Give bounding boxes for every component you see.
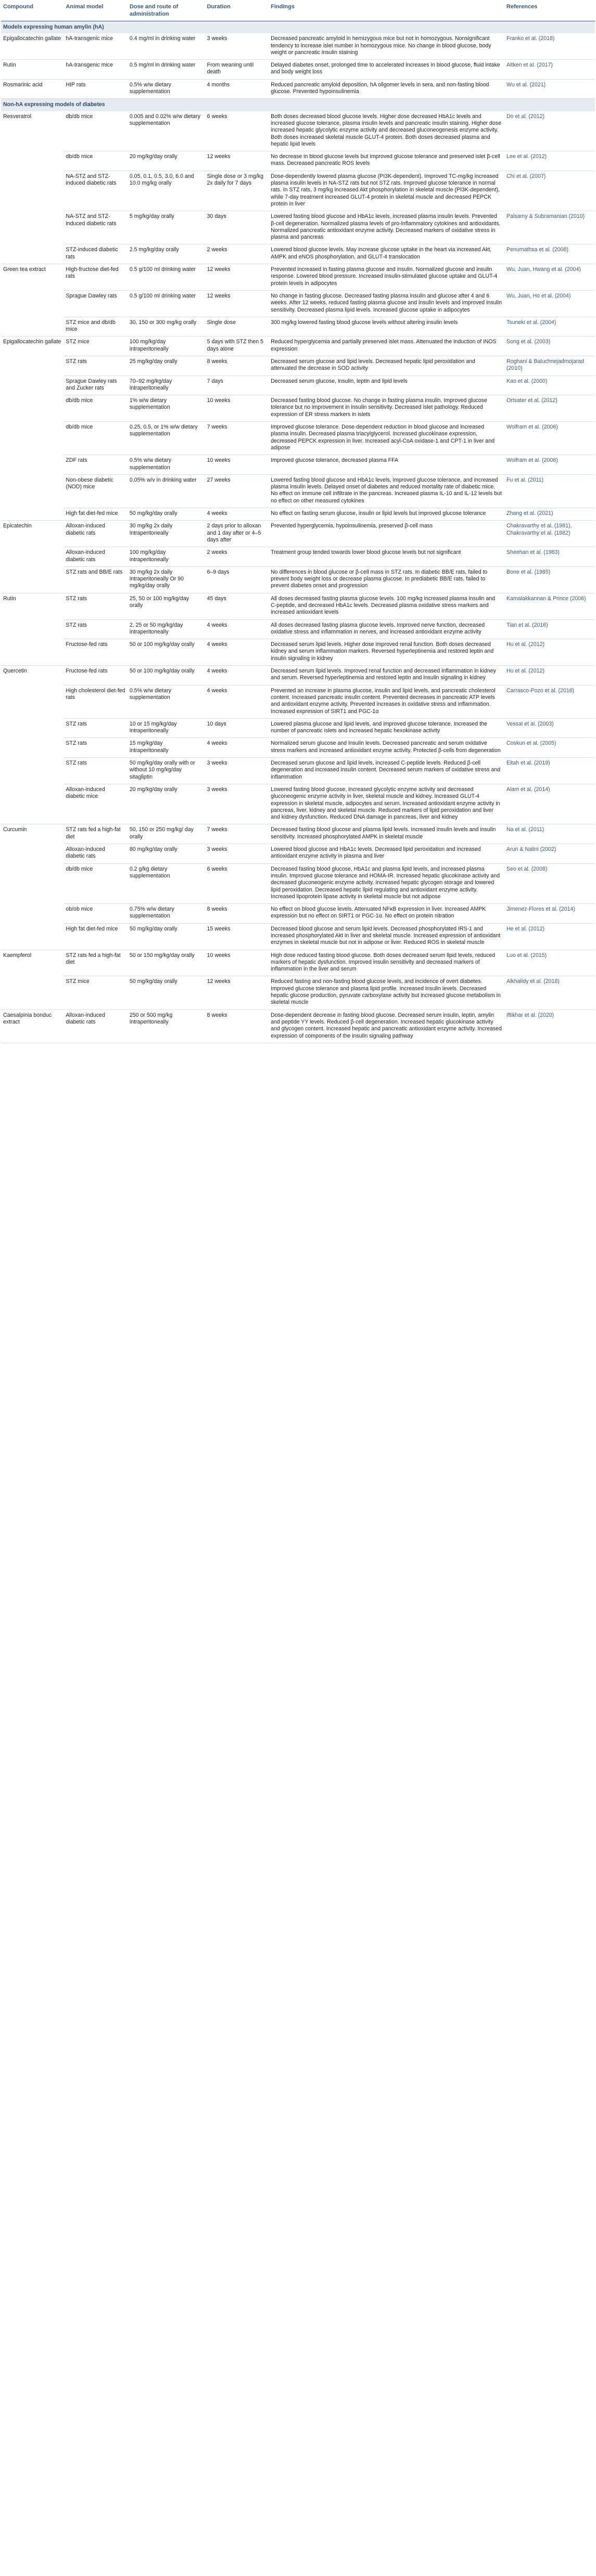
cell-references: Vessal et al. (2003) — [504, 718, 595, 738]
cell-duration: 6 weeks — [205, 111, 269, 151]
cell-findings: Normalized serum glucose and insulin levels. Decreased pancreatic and serum oxidative stress markers and increased antioxidant enzyme activity. Protected β-cells from degeneration — [269, 738, 504, 758]
cell-compound — [1, 395, 64, 422]
cell-compound — [1, 171, 64, 211]
cell-references: Roghani & Baluchnejadmojarad (2010) — [504, 356, 595, 376]
cell-references: Luo et al. (2015) — [504, 950, 595, 976]
cell-compound — [1, 758, 64, 784]
cell-findings: Lowered fasting blood glucose, increased glycolytic enzyme activity and decreased gluconeogenic enzyme activity in liver, skeletal muscle and kidney. Increased GLUT-4 expression in skeletal muscle, adipocytes and serum. Increased antioxidant enzyme activity in pancreas, liver, kidney and skeletal muscle. Reduced markers of lipid peroxidation and liver and kidney dysfunction. Reduced DNA damage in pancreas, liver and kidney — [269, 784, 504, 824]
cell-dose: 50 mg/kg/day orally — [128, 923, 205, 950]
cell-animal-model: High fat diet-fed mice — [64, 508, 128, 521]
cell-duration: 3 weeks — [205, 844, 269, 864]
cell-dose: 0.25, 0.5, or 1% w/w dietary supplementation — [128, 422, 205, 455]
table-row — [1, 950, 595, 976]
cell-compound — [1, 244, 64, 264]
cell-animal-model: High cholesterol diet-fed rats — [64, 685, 128, 718]
cell-animal-model: STZ rats and BB/E rats — [64, 566, 128, 593]
cell-references: Penumathsa et al. (2008) — [504, 244, 595, 264]
cell-compound: Curcumin — [3, 826, 27, 833]
cell-animal-model: Fructose-fed rats — [64, 666, 128, 685]
cell-references: Ortsater et al. (2012) — [504, 395, 595, 422]
cell-references: Lee et al. (2012) — [504, 151, 595, 171]
cell-references: Chi et al. (2007) — [504, 171, 595, 211]
table-row — [1, 844, 595, 864]
cell-dose: 30 mg/kg 2x daily intraperitoneally Or 90 mg/kg/day orally — [128, 566, 205, 593]
cell-dose: 50 or 100 mg/kg/day orally — [128, 639, 205, 666]
table-row — [1, 244, 595, 264]
cell-animal-model: Sprague Dawley rats — [64, 290, 128, 317]
table-row — [1, 376, 595, 395]
cell-dose: 10 or 15 mg/kg/day intraperitoneally — [128, 718, 205, 738]
cell-duration: From weaning until death — [205, 60, 269, 80]
cell-animal-model: ob/ob mice — [64, 904, 128, 924]
cell-duration: 5 days with STZ then 5 days alone — [205, 336, 269, 356]
cell-dose: 50 mg/kg/day orally — [128, 508, 205, 521]
cell-dose: 25, 50 or 100 mg/kg/day orally — [128, 593, 205, 619]
cell-duration: 15 weeks — [205, 923, 269, 950]
cell-duration: 12 weeks — [205, 290, 269, 317]
cell-animal-model: High fat diet-fed mice — [64, 923, 128, 950]
table-row — [1, 171, 595, 211]
cell-references: Jimenez-Flores et al. (2014) — [504, 904, 595, 924]
cell-dose: 30, 150 or 300 mg/kg orally — [128, 317, 205, 336]
cell-duration: 3 weeks — [205, 784, 269, 824]
data-table — [1, 0, 595, 1043]
cell-findings: Prevented increased in fasting plasma glucose and insulin. Normalized glucose and insulin response. Lowered blood pressure. Increased insulin-stimulated glucose uptake and GLUT-4 protein levels in adipocytes — [269, 264, 504, 291]
header-dose: Dose and route of administration — [128, 0, 205, 21]
cell-findings: Dose-dependently lowered plasma glucose (PI3K-dependent). Improved TC-mg/kg increased plasma insulin levels in NA-STZ rats but not STZ rats. Improved glucose tolerance in normal rats. In STZ rats, 3 mg/kg increased Akt phosphorylation in skeletal muscle (PI3K-dependent), while 7-day treatment increased GLUT-4 protein in skeletal muscle and decreased PEPCK protein in liver — [269, 171, 504, 211]
cell-animal-model: NA-STZ and STZ-induced diabetic rats — [64, 211, 128, 244]
cell-dose: 15 mg/kg/day intraperitoneally — [128, 738, 205, 758]
cell-animal-model: Alloxan-induced diabetic mice — [64, 784, 128, 824]
cell-animal-model: STZ mice — [64, 976, 128, 1009]
table-row — [1, 211, 595, 244]
cell-dose: 0.5% w/w dietary supplementation — [128, 685, 205, 718]
section-title: Models expressing human amylin (hA) — [1, 21, 595, 34]
cell-references: Kamalakkannan & Prince (2006) — [504, 593, 595, 619]
cell-references: Arun & Nalini (2002) — [504, 844, 595, 864]
table-row — [1, 111, 595, 151]
cell-findings: Decreased serum lipid levels. Improved renal function and decreased inflammation in kidney and serum. Reversed hyperleptinemia and restored leptin and insulin signaling in kidney — [269, 666, 504, 685]
cell-animal-model: Alloxan-induced diabetic rats — [64, 521, 128, 547]
cell-dose: 50 or 150 mg/kg/day orally — [128, 950, 205, 976]
cell-duration: 10 weeks — [205, 395, 269, 422]
cell-references: Wolfram et al. (2006) — [504, 455, 595, 475]
table-row — [1, 508, 595, 521]
cell-dose: 70–92 mg/kg/day intraperitoneally — [128, 376, 205, 395]
cell-references: Wu, Juan, Hwang et al. (2004) — [504, 264, 595, 291]
cell-findings: Reduced hyperglycemia and partially preserved islet mass. Attenuated the induction of iNOS expression — [269, 336, 504, 356]
cell-references: Coskun et al. (2005) — [504, 738, 595, 758]
cell-dose: 80 mg/kg/day orally — [128, 844, 205, 864]
cell-references: Bone et al. (1985) — [504, 566, 595, 593]
table-row — [1, 336, 595, 356]
table-row — [1, 593, 595, 619]
cell-dose: 5 mg/kg/day orally — [128, 211, 205, 244]
cell-compound — [1, 211, 64, 244]
cell-findings: Decreased serum glucose and lipid levels. Decreased hepatic lipid peroxidation and attenuated the decrease in SOD activity — [269, 356, 504, 376]
table-row — [1, 923, 595, 950]
cell-animal-model: Non-obese diabetic (NOD) mice — [64, 474, 128, 508]
cell-animal-model: Alloxan-induced diabetic rats — [64, 547, 128, 567]
cell-animal-model: STZ mice — [64, 336, 128, 356]
cell-duration: 7 days — [205, 376, 269, 395]
cell-findings: Decreased blood glucose and serum lipid levels. Decreased phosphorylated IRS-1 and increased phosphorylated Akt in liver and skeletal muscle. Increased expression of antioxidant enzymes in skeletal muscle but not in adipose or liver. Reduced ROS in skeletal muscle — [269, 923, 504, 950]
cell-references: Do et al. (2012) — [504, 111, 595, 151]
cell-references: Fu et al. (2011) — [504, 474, 595, 508]
cell-findings: Lowered blood glucose levels. May increase glucose uptake in the heart via increased Akt, AMPK and eNOS phosphorylation, and GLUT-4 translocation — [269, 244, 504, 264]
cell-compound — [1, 738, 64, 758]
cell-compound: Kaempferol — [3, 952, 32, 959]
cell-findings: No decrease in blood glucose levels but improved glucose tolerance and preserved islet β-cell mass. Decreased pancreatic ROS levels — [269, 151, 504, 171]
cell-duration: 4 weeks — [205, 639, 269, 666]
cell-duration: 4 weeks — [205, 738, 269, 758]
cell-dose: 0.5 g/100 ml drinking water — [128, 264, 205, 291]
table-row — [1, 904, 595, 924]
cell-animal-model: Alloxan-induced diabetic rats — [64, 844, 128, 864]
cell-animal-model: STZ rats — [64, 619, 128, 639]
cell-duration: 8 weeks — [205, 356, 269, 376]
table-row — [1, 455, 595, 475]
cell-dose: 0.05% w/v in drinking water — [128, 474, 205, 508]
cell-dose: 50 or 100 mg/kg/day orally — [128, 666, 205, 685]
cell-duration: 6–9 days — [205, 566, 269, 593]
cell-references: Aitken et al. (2017) — [504, 60, 595, 80]
cell-duration: 8 weeks — [205, 1009, 269, 1043]
table-row — [1, 317, 595, 336]
cell-dose: 0.05, 0.1, 0.5, 3.0, 6.0 and 10.0 mg/kg orally — [128, 171, 205, 211]
cell-findings: Delayed diabetes onset, prolonged time to accelerated increases in blood glucose, fluid intake and body weight loss — [269, 60, 504, 80]
cell-dose: 1% w/w dietary supplementation — [128, 395, 205, 422]
cell-animal-model: hA-transgenic mice — [64, 33, 128, 59]
header-animal-model: Animal model — [64, 0, 128, 21]
cell-findings: Improved glucose tolerance, decreased plasma FFA — [269, 455, 504, 475]
cell-findings: 300 mg/kg lowered fasting blood glucose levels without altering insulin levels — [269, 317, 504, 336]
cell-references: Carrasco-Pozo et al. (2016) — [504, 685, 595, 718]
cell-animal-model: db/db mice — [64, 863, 128, 903]
cell-findings: No differences in blood glucose or β-cell mass in STZ rats. In diabetic BB/E rats, failed to prevent body weight loss or decrease plasma glucose. In prediabetic BB/E rats, failed to prevent diabetes onset and progression — [269, 566, 504, 593]
table-row — [1, 784, 595, 824]
cell-duration: 10 weeks — [205, 950, 269, 976]
cell-findings: Dose-dependent decrease in fasting blood glucose. Decreased serum insulin, leptin, amylin and peptide YY levels. Reduced β-cell degeneration. Increased hepatic glucokinase activity and glycogen content. Increased hepatic and pancreatic antioxidant enzyme activity. Increased expression of components of the insulin signaling pathway — [269, 1009, 504, 1043]
cell-findings: All doses decreased fasting plasma glucose levels. 100 mg/kg increased plasma insulin and C-peptide, and decreased HbA1c levels. Decreased plasma oxidative stress markers and increased antioxidant levels — [269, 593, 504, 619]
table-row — [1, 1009, 595, 1043]
cell-duration: 12 weeks — [205, 976, 269, 1009]
cell-duration: 10 days — [205, 718, 269, 738]
cell-duration: 10 weeks — [205, 455, 269, 475]
cell-dose: 30 mg/kg 2x daily intraperitoneally — [128, 521, 205, 547]
cell-references: Wu, Juan, Ho et al. (2004) — [504, 290, 595, 317]
cell-duration: 27 weeks — [205, 474, 269, 508]
cell-compound — [1, 904, 64, 924]
cell-dose: 25 mg/kg/day orally — [128, 356, 205, 376]
cell-duration: 8 weeks — [205, 904, 269, 924]
cell-findings: Decreased serum glucose and lipid levels, increased C-peptide levels. Reduced β-cell degeneration and increased insulin content. Decreased serum markers of oxidative stress and inflammation — [269, 758, 504, 784]
table-body — [1, 21, 595, 1043]
cell-animal-model: Sprague Dawley rats and Zucker rats — [64, 376, 128, 395]
cell-compound: Green tea extract — [3, 266, 46, 273]
cell-compound — [1, 356, 64, 376]
cell-references: Wolfram et al. (2006) — [504, 422, 595, 455]
cell-animal-model: db/db mice — [64, 422, 128, 455]
cell-findings: Decreased pancreatic amyloid in hemizygous mice but not in homozygous. Nonsignificant tendency to increase islet number in homozygous mice. No change in blood glucose, body weight or pancreatic insulin staining — [269, 33, 504, 59]
cell-findings: Prevented hyperglycemia, hypoinsulinemia, preserved β-cell mass — [269, 521, 504, 547]
cell-compound — [1, 619, 64, 639]
cell-animal-model: STZ rats — [64, 593, 128, 619]
cell-animal-model: STZ rats — [64, 356, 128, 376]
cell-dose: 0.75% w/w dietary supplementation — [128, 904, 205, 924]
cell-findings: Lowered fasting blood glucose and HbA1c levels, improved glucose tolerance, and increased plasma insulin levels. Delayed onset of diabetes and reduced mortality rate of diabetic mice. No effect on immune cell infiltrate in the pancreas. Increased plasma IL-10 and IL-12 levels but no effect on other measured cytokines — [269, 474, 504, 508]
cell-duration: Single dose or 3 mg/kg 2x daily for 7 days — [205, 171, 269, 211]
cell-animal-model: hA-transgenic mice — [64, 60, 128, 80]
cell-duration: 7 weeks — [205, 824, 269, 844]
cell-animal-model: Alloxan-induced diabetic rats — [64, 1009, 128, 1043]
table-row — [1, 738, 595, 758]
cell-findings: No effect on fasting serum glucose, insulin or lipid levels but improved glucose tolerance — [269, 508, 504, 521]
cell-compound — [1, 844, 64, 864]
table-row — [1, 758, 595, 784]
cell-findings: Decreased fasting blood glucose and plasma lipid levels. Increased insulin levels and insulin sensitivity. Increased phosphorylated AMPK in skeletal muscle — [269, 824, 504, 844]
cell-findings: All doses decreased fasting plasma glucose levels. Improved nerve function, decreased oxidative stress and inflammation in nerves, and increased antioxidant enzyme activity — [269, 619, 504, 639]
cell-animal-model: STZ rats — [64, 738, 128, 758]
table-row — [1, 60, 595, 80]
cell-findings: Prevented an increase in plasma glucose, insulin and lipid levels, and pancreatic cholesterol content. Increased pancreatic insulin content. Prevented decreases in pancreatic ATP levels and antioxidant enzyme activity. Prevented increases in oxidative stress and inflammation. Increased expression of SIRT1 and PGC-1α — [269, 685, 504, 718]
cell-compound — [1, 547, 64, 567]
cell-compound — [1, 290, 64, 317]
cell-dose: 2, 25 or 50 mg/kg/day intraperitoneally — [128, 619, 205, 639]
cell-compound: Epicatechin — [3, 523, 32, 529]
cell-findings: High dose reduced fasting blood glucose. Both doses decreased serum lipid levels, reduced markers of hepatic dysfunction. Improved insulin sensitivity and decreased markers of inflammation in the liver and serum — [269, 950, 504, 976]
cell-findings: Decreased fasting blood glucose. No change in fasting plasma insulin. Improved glucose tolerance but no improvement in insulin sensitivity. Decreased islet pathology. Reduced expression of ER stress markers in islets — [269, 395, 504, 422]
cell-compound: Caesalpinia bonduc extract — [1, 1009, 64, 1043]
cell-animal-model: STZ rats — [64, 758, 128, 784]
cell-compound — [1, 566, 64, 593]
cell-duration: 12 weeks — [205, 264, 269, 291]
table-row — [1, 521, 595, 547]
cell-findings: Decreased fasting blood glucose, HbA1c and plasma lipid levels, and increased plasma insulin. Improved glucose tolerance and HOMA-IR. Increased hepatic glucokinase activity and decreased gluconeogenic enzyme activity. Increased hepatic glycogen storage and lowered lipid peroxidation. Decreased hepatic lipid regulating and antioxidant enzyme activity. Increased lipoprotein lipase activity in skeletal muscle but not adipose — [269, 863, 504, 903]
cell-compound — [1, 685, 64, 718]
table-row — [1, 718, 595, 738]
section-header-row — [1, 21, 595, 34]
cell-dose: 0.5% w/w dietary supplementation — [128, 79, 205, 99]
cell-dose: 2.5 mg/kg/day orally — [128, 244, 205, 264]
cell-compound: Rosmarinic acid — [1, 79, 64, 99]
table-row — [1, 976, 595, 1009]
cell-duration: 4 weeks — [205, 666, 269, 685]
cell-findings: Lowered blood glucose and HbA1c levels. Decreased lipid peroxidation and increased antioxidant enzyme activity in plasma and liver — [269, 844, 504, 864]
cell-references: Eitah et al. (2019) — [504, 758, 595, 784]
cell-dose: 0.5 mg/ml in drinking water — [128, 60, 205, 80]
cell-animal-model: Fructose-fed rats — [64, 639, 128, 666]
cell-compound — [1, 784, 64, 824]
cell-dose: 0.5 g/100 ml drinking water — [128, 290, 205, 317]
cell-duration: 4 weeks — [205, 685, 269, 718]
cell-dose: 20 mg/kg/day orally — [128, 784, 205, 824]
cell-dose: 50, 150 or 250 mg/kg/ day orally — [128, 824, 205, 844]
cell-dose: 0.4 mg/ml in drinking water — [128, 33, 205, 59]
cell-references: Alkhalidy et al. (2018) — [504, 976, 595, 1009]
table-header — [1, 0, 595, 21]
cell-dose: 50 mg/kg/day orally with or without 10 mg/kg/day sitagliptin — [128, 758, 205, 784]
cell-references: Wu et al. (2021) — [504, 79, 595, 99]
cell-dose: 100 mg/kg/day intraperitoneally — [128, 547, 205, 567]
cell-compound — [1, 474, 64, 508]
cell-findings: Lowered plasma glucose and lipid levels, and improved glucose tolerance. Increased the number of pancreatic islets and increased hepatic hexokinase activity — [269, 718, 504, 738]
cell-findings: Reduced fasting and non-fasting blood glucose levels, and incidence of overt diabetes. Improved glucose tolerance and plasma lipid profile. Increased insulin levels. Decreased hepatic glucose production, pyruvate carboxylase activity but increased glucose metabolism in skeletal muscle — [269, 976, 504, 1009]
cell-duration: 3 weeks — [205, 33, 269, 59]
cell-references: Tsuneki et al. (2004) — [504, 317, 595, 336]
cell-duration: 4 weeks — [205, 619, 269, 639]
cell-compound — [1, 923, 64, 950]
table-row — [1, 685, 595, 718]
cell-references: Alam et al. (2014) — [504, 784, 595, 824]
cell-compound: Quercetin — [3, 668, 27, 675]
cell-animal-model: NA-STZ and STZ-induced diabetic rats — [64, 171, 128, 211]
cell-findings: Treatment group tended towards lower blood glucose levels but not significant — [269, 547, 504, 567]
cell-references: Hu et al. (2012) — [504, 666, 595, 685]
cell-references: Hu et al. (2012) — [504, 639, 595, 666]
section-title: Non-hA expressing models of diabetes — [1, 99, 595, 111]
cell-duration: 2 days prior to alloxan and 1 day after or 4–5 days after — [205, 521, 269, 547]
cell-dose: 0.2 g/kg dietary supplementation — [128, 863, 205, 903]
page — [0, 0, 596, 1043]
cell-compound: Resveratrol — [3, 113, 32, 120]
cell-findings: No effect on blood glucose levels. Attenuated NFκB expression in liver. Increased AMPK expression but no effect on SIRT1 or PGC-1α. No effect on protein nitration — [269, 904, 504, 924]
cell-compound — [1, 376, 64, 395]
table-row — [1, 666, 595, 685]
cell-findings: Improved glucose tolerance. Dose-dependent reduction in blood glucose and increased plasma insulin. Decreased plasma triacylglycerol. Increased glucokinase expression, decreased PEPCK expression in liver. Increased acyl-CoA oxidase-1 and CPT-1 in liver and adipose — [269, 422, 504, 455]
cell-references: Kao et al. (2000) — [504, 376, 595, 395]
section-header-row — [1, 99, 595, 111]
cell-compound: Rutin — [3, 595, 16, 602]
table-row — [1, 79, 595, 99]
cell-references: Zhang et al. (2021) — [504, 508, 595, 521]
cell-references: Franko et al. (2018) — [504, 33, 595, 59]
cell-dose: 250 or 500 mg/kg intraperitoneally — [128, 1009, 205, 1043]
cell-dose: 50 mg/kg/day orally — [128, 976, 205, 1009]
cell-references: Song et al. (2003) — [504, 336, 595, 356]
cell-animal-model: STZ mice and db/db mice — [64, 317, 128, 336]
cell-animal-model: ZDF rats — [64, 455, 128, 475]
cell-animal-model: STZ-induced diabetic rats — [64, 244, 128, 264]
cell-findings: Both doses decreased blood glucose levels. Higher dose decreased HbA1c levels and increased glucose tolerance, plasma insulin levels and pancreatic insulin staining. Higher dose increased hepatic glycolytic enzyme activity and decreased gluconeogenesis enzyme activity. Both doses increased skeletal muscle GLUT-4 protein. Both doses decreased plasma and hepatic lipid levels — [269, 111, 504, 151]
cell-compound — [1, 151, 64, 171]
header-compound: Compound — [1, 0, 64, 21]
cell-dose: 0.5% w/w dietary supplementation — [128, 455, 205, 475]
cell-duration: 4 months — [205, 79, 269, 99]
cell-findings: Decreased serum glucose, insulin, leptin and lipid levels — [269, 376, 504, 395]
table-row — [1, 264, 595, 291]
cell-animal-model: High-fructose diet-fed rats — [64, 264, 128, 291]
cell-references: Chakravarthy et al. (1981), Chakravarthy et al. (1982) — [504, 521, 595, 547]
cell-duration: 2 weeks — [205, 244, 269, 264]
cell-compound — [1, 422, 64, 455]
table-row — [1, 395, 595, 422]
cell-duration: 4 weeks — [205, 508, 269, 521]
cell-references: Palsamy & Subramanian (2010) — [504, 211, 595, 244]
table-row — [1, 639, 595, 666]
cell-compound — [1, 863, 64, 903]
cell-duration: 45 days — [205, 593, 269, 619]
cell-duration: 30 days — [205, 211, 269, 244]
table-row — [1, 151, 595, 171]
header-findings: Findings — [269, 0, 504, 21]
cell-animal-model: db/db mice — [64, 111, 128, 151]
cell-findings: Decreased serum lipid levels. Higher dose improved renal function. Both doses decreased kidney and serum inflammation markers. Reversed hyperleptinemia and restored leptin and insulin signaling in kidney — [269, 639, 504, 666]
cell-references: Tian et al. (2016) — [504, 619, 595, 639]
cell-compound — [1, 639, 64, 666]
cell-references: Seo et al. (2008) — [504, 863, 595, 903]
cell-duration: 3 weeks — [205, 758, 269, 784]
cell-dose: 100 mg/kg/day intraperitoneally — [128, 336, 205, 356]
table-row — [1, 619, 595, 639]
cell-animal-model: STZ rats fed a high-fat diet — [64, 824, 128, 844]
cell-animal-model: STZ rats — [64, 718, 128, 738]
table-row — [1, 863, 595, 903]
cell-duration: Single dose — [205, 317, 269, 336]
table-row — [1, 824, 595, 844]
cell-findings: Reduced pancreatic amyloid deposition, hA oligomer levels in sera, and non-fasting blood glucose. Prevented hypoinsulinemia — [269, 79, 504, 99]
cell-compound — [1, 508, 64, 521]
cell-references: Na et al. (2011) — [504, 824, 595, 844]
cell-compound: Epigallocatechin gallate — [1, 33, 64, 59]
table-row — [1, 547, 595, 567]
cell-compound — [1, 718, 64, 738]
cell-compound — [1, 976, 64, 1009]
cell-animal-model: HIP rats — [64, 79, 128, 99]
cell-animal-model: db/db mice — [64, 395, 128, 422]
cell-references: He et al. (2012) — [504, 923, 595, 950]
cell-findings: No change in fasting glucose. Decreased fasting plasma insulin and glucose after 4 and 6 weeks. After 12 weeks, reduced fasting plasma glucose and insulin levels and improved insulin sensitivity. Decreased plasma lipid levels. Increased glucose uptake in adipocytes — [269, 290, 504, 317]
header-row — [1, 0, 595, 21]
table-row — [1, 566, 595, 593]
cell-animal-model: db/db mice — [64, 151, 128, 171]
cell-duration: 7 weeks — [205, 422, 269, 455]
table-row — [1, 422, 595, 455]
cell-compound — [1, 455, 64, 475]
cell-references: Sheehan et al. (1983) — [504, 547, 595, 567]
cell-compound — [1, 317, 64, 336]
table-row — [1, 290, 595, 317]
header-references: References — [504, 0, 595, 21]
cell-references: Iftikhar et al. (2020) — [504, 1009, 595, 1043]
cell-duration: 12 weeks — [205, 151, 269, 171]
table-row — [1, 33, 595, 59]
cell-findings: Lowered fasting blood glucose and HbA1c levels, increased plasma insulin levels. Prevented β-cell degeneration. Normalized plasma levels of pro-inflammatory cytokines and antioxidants. Normalized pancreatic antioxidant enzyme activity. Decreased markers of oxidative stress in plasma and pancreas — [269, 211, 504, 244]
cell-duration: 2 weeks — [205, 547, 269, 567]
table-row — [1, 356, 595, 376]
cell-animal-model: STZ rats fed a high-fat diet — [64, 950, 128, 976]
cell-duration: 6 weeks — [205, 863, 269, 903]
cell-dose: 20 mg/kg/day orally — [128, 151, 205, 171]
header-duration: Duration — [205, 0, 269, 21]
table-row — [1, 474, 595, 508]
cell-compound: Rutin — [1, 60, 64, 80]
cell-dose: 0.005 and 0.02% w/w dietary supplementation — [128, 111, 205, 151]
cell-compound: Epigallocatechin gallate — [3, 339, 61, 345]
